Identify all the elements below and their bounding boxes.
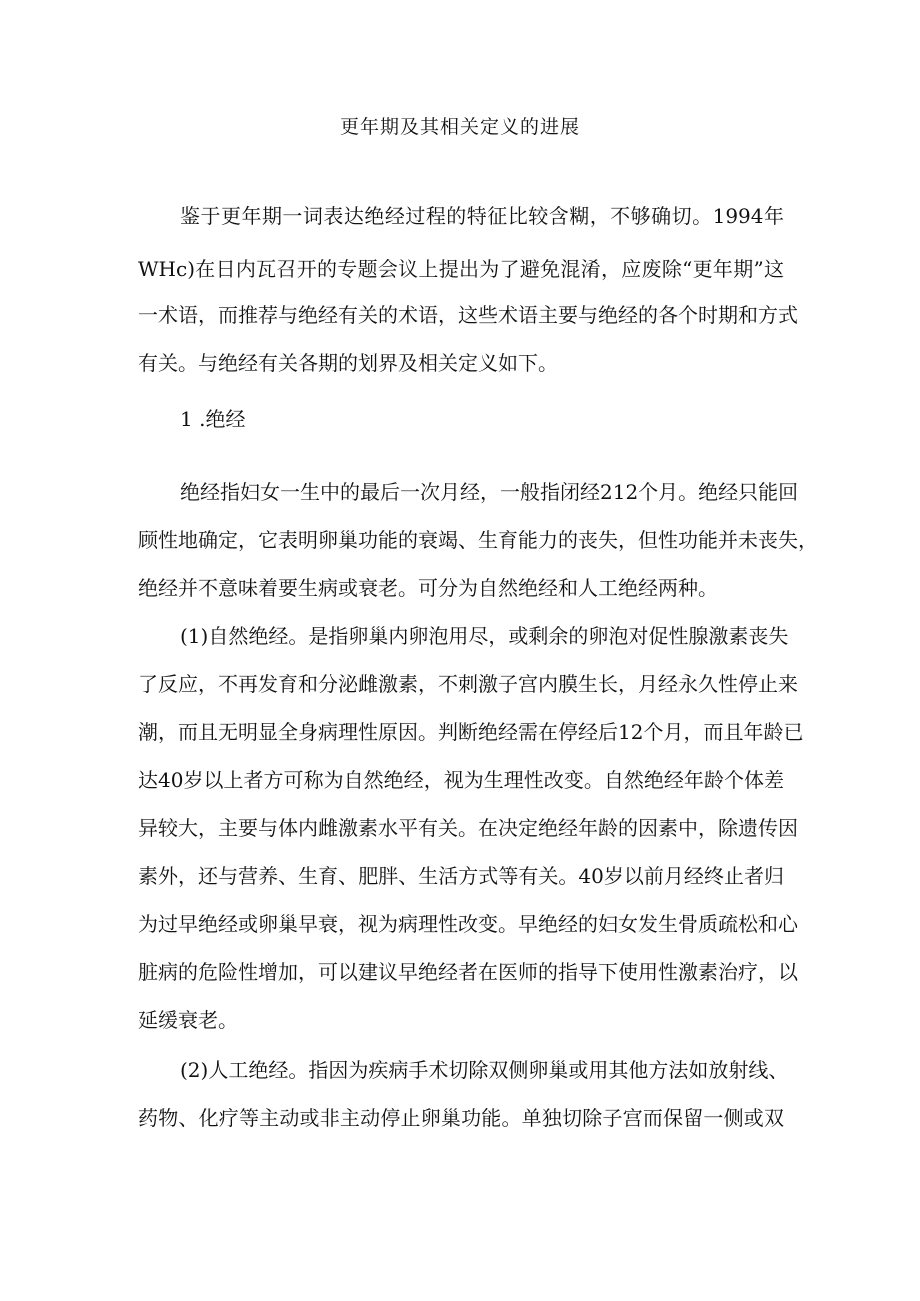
natural-line-8: 脏病的危险性增加，可以建议早绝经者在医师的指导下使用性激素治疗，以 <box>138 960 798 984</box>
natural-line-6: 素外，还与营养、生育、肥胖、生活方式等有关。40岁以前月经终止者归 <box>138 864 784 888</box>
natural-line-9: 延缓衰老。 <box>138 1008 238 1032</box>
menopause-line-3: 绝经并不意味着要生病或衰老。可分为自然绝经和人工绝经两种。 <box>138 576 718 600</box>
intro-line-1: 鉴于更年期一词表达绝经过程的特征比较含糊，不够确切。1994年 <box>180 204 784 228</box>
natural-line-3: 潮，而且无明显全身病理性原因。判断绝经需在停经后12个月，而且年龄已 <box>138 720 804 744</box>
natural-line-5: 异较大，主要与体内雌激素水平有关。在决定绝经年龄的因素中，除遗传因 <box>138 816 798 840</box>
intro-line-3: 一术语，而推荐与绝经有关的术语，这些术语主要与绝经的各个时期和方式 <box>138 303 798 327</box>
intro-line-4: 有关。与绝经有关各期的划界及相关定义如下。 <box>138 351 558 375</box>
natural-line-2: 了反应，不再发育和分泌雌激素，不刺激子宫内膜生长，月经永久性停止来 <box>138 672 798 696</box>
natural-line-7: 为过早绝经或卵巢早衰，视为病理性改变。早绝经的妇女发生骨质疏松和心 <box>138 912 798 936</box>
natural-line-4: 达40岁以上者方可称为自然绝经，视为生理性改变。自然绝经年龄个体差 <box>138 768 784 792</box>
artificial-line-2: 药物、化疗等主动或非主动停止卵巢功能。单独切除子宫而保留一侧或双 <box>138 1106 784 1130</box>
section-heading: 1 .绝经 <box>180 407 246 431</box>
natural-line-1: (1)自然绝经。是指卵巢内卵泡用尽，或剩余的卵泡对促性腺激素丧失 <box>180 624 789 648</box>
page-title: 更年期及其相关定义的进展 <box>339 116 580 138</box>
intro-line-2: WHc)在日内瓦召开的专题会议上提出为了避免混淆，应废除“更年期”这 <box>138 257 784 281</box>
menopause-line-2: 顾性地确定，它表明卵巢功能的衰竭、生育能力的丧失，但性功能并未丧失， <box>138 528 818 552</box>
menopause-line-1: 绝经指妇女一生中的最后一次月经，一般指闭经212个月。绝经只能回 <box>180 480 799 504</box>
artificial-line-1: (2)人工绝经。指因为疾病手术切除双侧卵巢或用其他方法如放射线、 <box>180 1058 789 1082</box>
